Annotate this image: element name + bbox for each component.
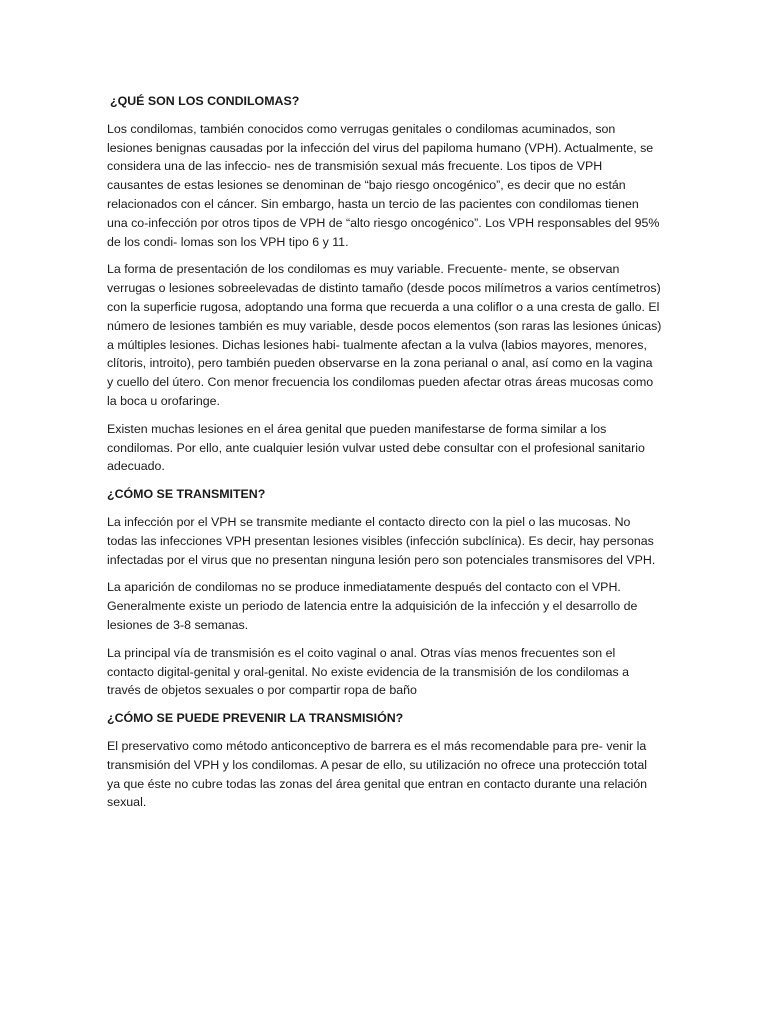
section-como-se-transmiten [107, 485, 662, 700]
section-heading: ¿CÓMO SE PUEDE PREVENIR LA TRANSMISIÓN? [107, 711, 404, 726]
paragraph: La infección por el VPH se transmite mediante el contacto directo con la piel o las mucosas. No todas las infecciones VPH presentan lesiones visibles (infección subclínica). Es decir, hay personas infectadas por el virus que no presentan ninguna lesión pero son potenciales transmisores del VPH. [107, 514, 656, 567]
paragraph: Los condilomas, también conocidos como verrugas genitales o condilomas acuminados, son lesiones benignas causadas por la infección del virus del papiloma humano (VPH). Actualmente, se considera una de las infeccio- nes de transmisión sexual más frecuente. Los tipos de VPH causantes de estas lesiones se denominan de “bajo riesgo oncogénico”, es decir que no están relacionados con el cáncer. Sin embargo, hasta un tercio de las pacientes con condilomas tienen una co-infección por otros tipos de VPH de “alto riesgo oncogénico”. Los VPH responsables del 95% de los condi- lomas son los VPH tipo 6 y 11. [107, 121, 660, 249]
document-page [107, 92, 662, 821]
section-heading: ¿QUÉ SON LOS CONDILOMAS? [110, 94, 300, 108]
paragraph: La principal vía de transmisión es el coito vaginal o anal. Otras vías menos frecuentes son el contacto digital-genital y oral-genital. No existe evidencia de la transmisión de los condilomas a través de objetos sexuales o por compartir ropa de baño [107, 645, 630, 698]
paragraph: Existen muchas lesiones en el área genital que pueden manifestarse de forma similar a los condilomas. Por ello, ante cualquier lesión vulvar usted debe consultar con el profesional sanitario adecuado. [107, 421, 645, 474]
paragraph: El preservativo como método anticonceptivo de barrera es el más recomendable para pre- venir la transmisión del VPH y los condilomas. A pesar de ello, su utilización no ofrece una protección total ya que éste no cubre todas las zonas del área genital que entran en contacto durante una relación sexual. [107, 738, 648, 810]
section-como-prevenir [107, 709, 662, 812]
paragraph: La aparición de condilomas no se produce inmediatamente después del contacto con el VPH. Generalmente existe un periodo de latencia entre la adquisición de la infección y el desarrollo de lesiones de 3-8 semanas. [107, 580, 638, 632]
section-heading: ¿CÓMO SE TRANSMITEN? [107, 487, 266, 502]
section-que-son [107, 92, 662, 476]
paragraph: La forma de presentación de los condilomas es muy variable. Frecuente- mente, se observan verrugas o lesiones sobreelevadas de distinto tamaño (desde pocos milímetros a varios centímetros) con la superficie rugosa, adoptando una forma que recuerda a una coliflor o a una cresta de gallo. El número de lesiones también es muy variable, desde pocos elementos (son raras las lesiones únicas) a múltiples lesiones. Dichas lesiones habi- tualmente afectan a la vulva (labios mayores, menores, clítoris, introito), pero también pueden observarse en la zona perianal o anal, así como en la vagina y cuello del útero. Con menor frecuencia los condilomas pueden afectar otras áreas mucosas como la boca u orofaringe. [107, 262, 662, 408]
